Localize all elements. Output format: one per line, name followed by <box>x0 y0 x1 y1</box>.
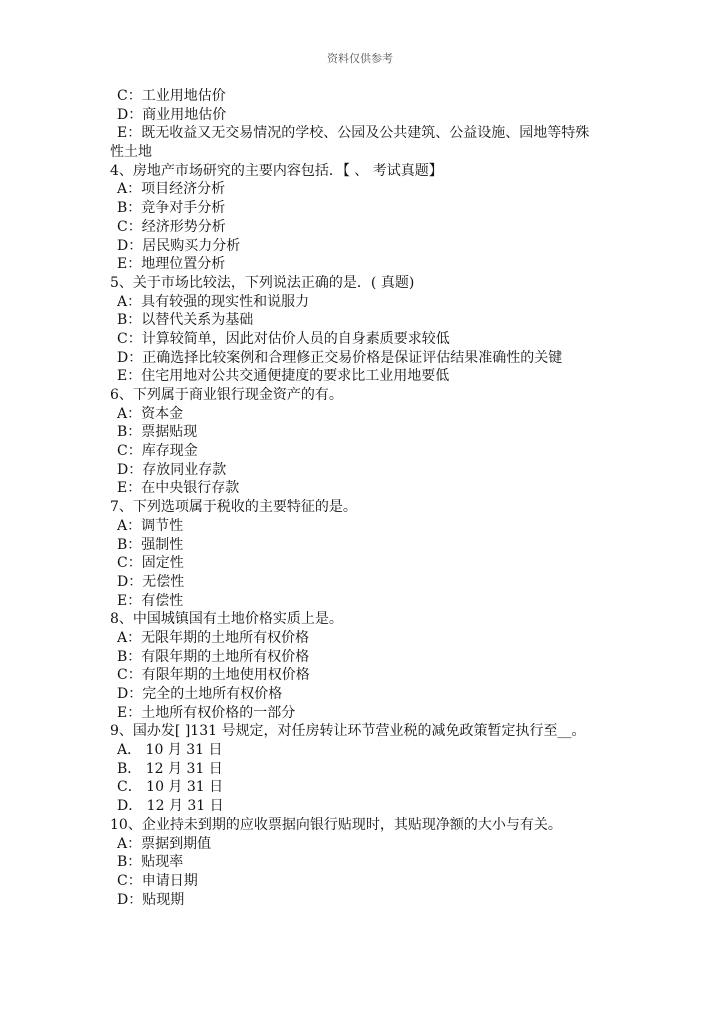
option-line: E：地理位置分析 <box>117 256 226 273</box>
question-line: 10、企业持未到期的应收票据向银行贴现时，其贴现净额的大小与有关。 <box>110 816 562 833</box>
document-body <box>110 87 620 909</box>
option-line: B：票据贴现 <box>117 424 198 441</box>
question-line: 7、下列选项属于税收的主要特征的是。 <box>110 499 357 516</box>
option-line: C：经济形势分析 <box>117 218 226 235</box>
option-line: C：工业用地估价 <box>117 88 226 104</box>
option-line: B：以替代关系为基础 <box>117 312 254 329</box>
option-line: E：在中央银行存款 <box>117 480 240 497</box>
option-line: C：有限年期的土地使用权价格 <box>117 667 310 684</box>
option-line: E：有偿性 <box>117 592 184 609</box>
option-line: E：既无收益又无交易情况的学校、公园及公共建筑、公益设施、园地等特殊 <box>117 125 590 142</box>
option-line: C：库存现金 <box>117 443 198 460</box>
page-header: 资料仅供参考 <box>327 52 393 65</box>
option-line: D：居民购买力分析 <box>117 237 241 254</box>
option-line: C：计算较简单，因此对估价人员的自身素质要求较低 <box>117 330 450 347</box>
option-line: D：正确选择比较案例和合理修正交易价格是保证评估结果准确性的关键 <box>117 349 563 366</box>
option-line: B：竞争对手分析 <box>117 200 226 217</box>
option-line: A：票据到期值 <box>117 835 212 852</box>
option-line: B：强制性 <box>117 536 184 553</box>
option-line: D：商业用地估价 <box>117 106 227 123</box>
option-line: D：无偿性 <box>117 573 185 590</box>
question-line: 性土地 <box>110 144 152 161</box>
question-line: 8、中国城镇国有土地价格实质上是。 <box>110 611 343 628</box>
option-line: B． 12 月 31 日 <box>117 760 223 777</box>
option-line: C． 10 月 31 日 <box>117 779 224 796</box>
question-line: 9、国办发[ ]131 号规定，对任房转让环节营业税的减免政策暂定执行至__。 <box>110 723 586 740</box>
option-line: E：土地所有权价格的一部分 <box>117 704 296 721</box>
option-line: D：完全的土地所有权价格 <box>117 686 283 702</box>
option-line: C：固定性 <box>117 555 184 572</box>
option-line: A：具有较强的现实性和说服力 <box>117 293 310 310</box>
question-line: 4、房地产市场研究的主要内容包括．【 、 考试真题】 <box>110 162 443 179</box>
option-line: C：申请日期 <box>117 872 198 889</box>
option-line: A． 10 月 31 日 <box>117 742 223 759</box>
option-line: D：贴现期 <box>117 891 185 908</box>
option-line: B：有限年期的土地所有权价格 <box>117 648 310 665</box>
question-line: 6、下列属于商业银行现金资产的有。 <box>110 387 343 403</box>
option-line: D：存放同业存款 <box>117 461 227 478</box>
option-line: D． 12 月 31 日 <box>117 798 224 815</box>
option-line: B：贴现率 <box>117 854 184 871</box>
option-line: A：资本金 <box>117 405 184 422</box>
option-line: A：调节性 <box>117 517 184 534</box>
option-line: A：无限年期的土地所有权价格 <box>117 629 310 646</box>
option-line: A：项目经济分析 <box>117 181 226 198</box>
option-line: E：住宅用地对公共交通便捷度的要求比工业用地要低 <box>117 368 450 385</box>
question-line: 5、关于市场比较法，下列说法正确的是．( 真题) <box>110 274 415 291</box>
